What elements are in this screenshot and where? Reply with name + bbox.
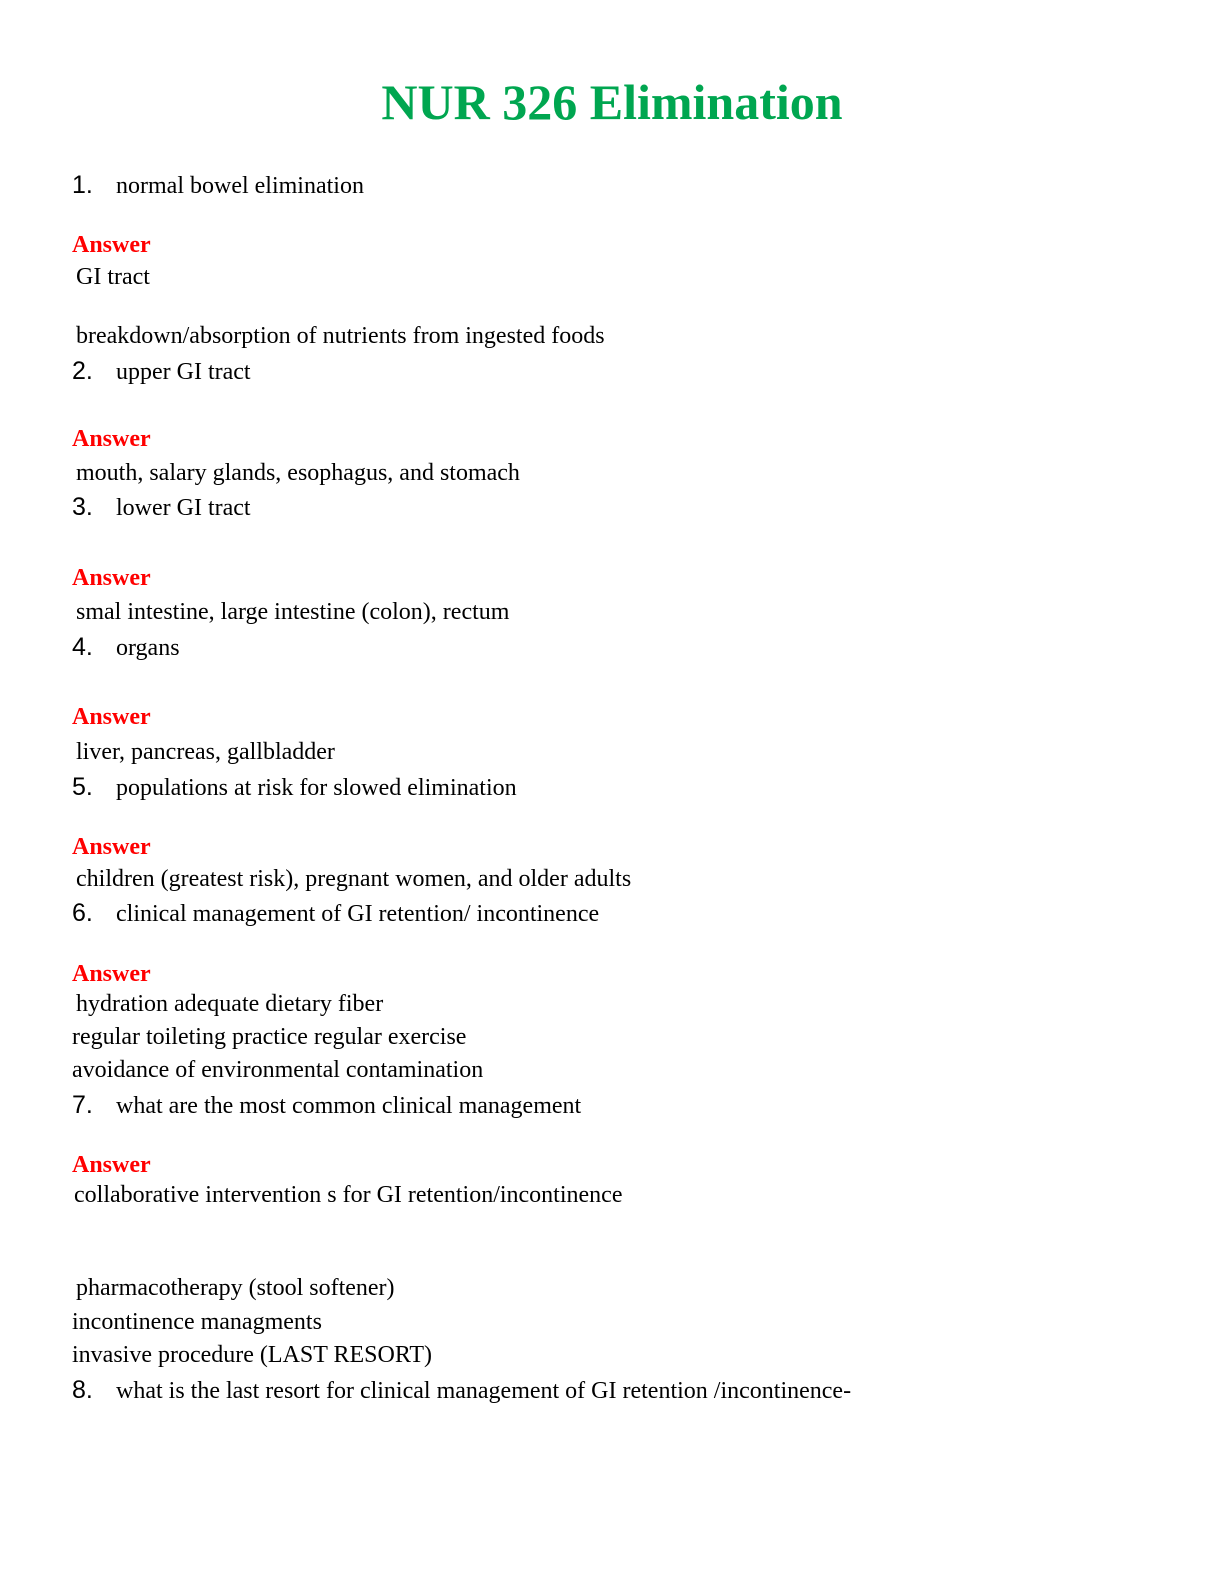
answer-label: Answer	[72, 1152, 151, 1178]
answer-3-line-1: smal intestine, large intestine (colon), rectum	[76, 599, 510, 625]
question-number: 8.	[72, 1376, 93, 1404]
question-text: clinical management of GI retention/ incontinence	[116, 901, 600, 927]
answer-6-line-3: avoidance of environmental contamination	[72, 1057, 484, 1083]
answer-1-line-2: breakdown/absorption of nutrients from ingested foods	[76, 323, 605, 349]
question-8	[72, 1375, 851, 1406]
answer-label: Answer	[72, 704, 151, 730]
answer-label: Answer	[72, 426, 151, 452]
question-text: lower GI tract	[116, 495, 251, 521]
answer-6-line-2: regular toileting practice regular exercise	[72, 1024, 467, 1050]
answer-label: Answer	[72, 961, 151, 987]
question-number: 6.	[72, 899, 93, 927]
question-number: 1.	[72, 171, 93, 199]
question-1	[72, 170, 364, 201]
answer-1-line-1: GI tract	[76, 264, 150, 290]
question-text: normal bowel elimination	[116, 173, 364, 199]
question-text: what is the last resort for clinical management of GI retention /incontinence-	[116, 1378, 852, 1404]
question-7	[72, 1090, 581, 1121]
answer-2-line-1: mouth, salary glands, esophagus, and stomach	[76, 460, 520, 486]
question-number: 7.	[72, 1091, 93, 1119]
question-number: 5.	[72, 773, 93, 801]
answer-7-line-3: incontinence managments	[72, 1309, 322, 1335]
question-2	[72, 356, 251, 387]
answer-label: Answer	[72, 565, 151, 591]
question-text: upper GI tract	[116, 359, 251, 385]
question-3	[72, 492, 251, 523]
question-6	[72, 898, 599, 929]
question-text: what are the most common clinical management	[116, 1093, 582, 1119]
question-number: 2.	[72, 357, 93, 385]
answer-label: Answer	[72, 834, 151, 860]
question-number: 3.	[72, 493, 93, 521]
answer-7-line-4: invasive procedure (LAST RESORT)	[72, 1342, 433, 1368]
question-text: populations at risk for slowed elimination	[116, 775, 517, 801]
answer-7-line-1: collaborative intervention s for GI retention/incontinence	[74, 1182, 623, 1208]
answer-4-line-1: liver, pancreas, gallbladder	[76, 739, 335, 765]
answer-5-line-1: children (greatest risk), pregnant women, and older adults	[76, 866, 632, 892]
question-text: organs	[116, 635, 180, 661]
question-5	[72, 772, 517, 803]
question-4	[72, 632, 180, 663]
question-number: 4.	[72, 633, 93, 661]
answer-6-line-1: hydration adequate dietary fiber	[76, 991, 384, 1017]
answer-7-line-2: pharmacotherapy (stool softener)	[76, 1275, 395, 1301]
answer-label: Answer	[72, 232, 151, 258]
page-title: NUR 326 Elimination	[381, 74, 843, 130]
